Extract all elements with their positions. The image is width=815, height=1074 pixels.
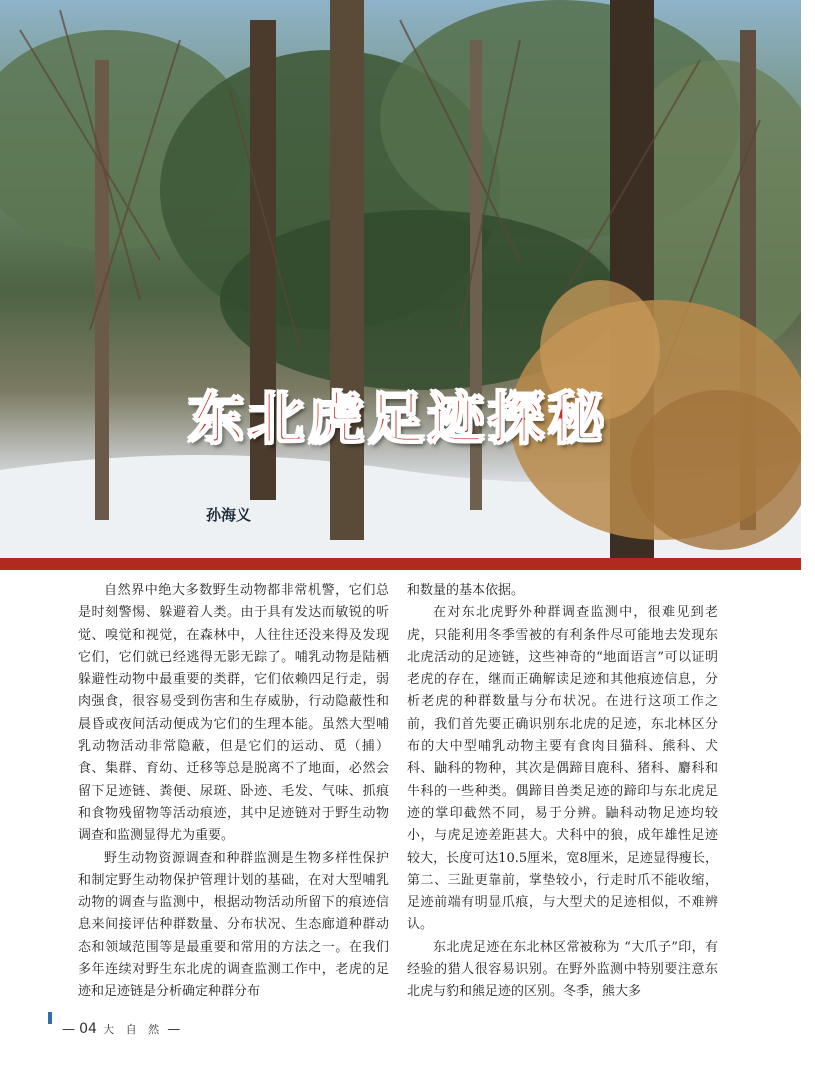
body-paragraph: 在对东北虎野外种群调查监测中，很难见到老虎，只能利用冬季雪被的有利条件尽可能地去发现东北虎活动的足迹链，这些神奇的“地面语言”可以证明老虎的存在，继而正确解读足迹和其他痕迹信息，分析老虎的种群数量与分布状况。在进行这项工作之前，我们首先要正确识别东北虎的足迹，东北林区分布的大中型哺乳动物主要有食肉目猫科、熊科、犬科、鼬科的物种，其次是偶蹄目鹿科、猪科、麝科和牛科的一些种类。偶蹄目兽类足迹的蹄印与东北虎足迹的掌印截然不同，易于分辨。鼬科动物足迹均较小，与虎足迹差距甚大。犬科中的狼，成年雄性足迹较大，长度可达10.5厘米，宽8厘米，足迹显得瘦长，第二、三趾更靠前，掌垫较小，行走时爪不能收缩，足迹前端有明显爪痕，与大型犬的足迹相似，不难辨认。 bbox=[407, 605, 718, 933]
text-column-right bbox=[407, 580, 718, 1004]
author-name: 孙海义 bbox=[206, 506, 252, 524]
body-paragraph: 东北虎足迹在东北林区常被称为 “大爪子”印，有经验的猎人很容易识别。在野外监测中特别要注意东北虎与豹和熊足迹的区别。冬季，熊大多 bbox=[407, 939, 718, 1000]
title-divider-band bbox=[0, 558, 801, 570]
body-paragraph: 野生动物资源调查和种群监测是生物多样性保护和制定野生动物保护管理计划的基础，在对大型哺乳动物的调查与监测中，根据动物活动所留下的痕迹信息来间接评估种群数量、分布状况、生态廊道种群动态和领域范围等是最重要和常用的方法之一。在我们多年连续对野生东北虎的调查监测工作中，老虎的足迹和足迹链是分析确定种群分布 bbox=[78, 850, 389, 1000]
magazine-name: 大 自 然 bbox=[103, 1023, 164, 1036]
footer-dash-right: — bbox=[167, 1022, 181, 1037]
footer-dash-left: — bbox=[62, 1022, 75, 1037]
page-footer bbox=[62, 1021, 180, 1037]
body-paragraph: 自然界中绝大多数野生动物都非常机警，它们总是时刻警惕、躲避着人类。由于具有发达而敏锐的听觉、嗅觉和视觉，在森林中，人往往还没来得及发现它们，它们就已经逃得无影无踪了。哺乳动物是陆栖躲避性动物中最重要的类群，它们依赖四足行走，弱肉强食，很容易受到伤害和生存威胁，行动隐蔽性和晨昏或夜间活动便成为它们的生理本能。虽然大型哺乳动物活动非常隐蔽，但是它们的运动、觅（捕）食、集群、育幼、迁移等总是脱离不了地面，必然会留下足迹链、粪便、尿斑、卧迹、毛发、气味、抓痕和食物残留物等活动痕迹，其中足迹链对于野生动物调查和监测显得尤为重要。 bbox=[78, 583, 389, 844]
page-number: 04 bbox=[79, 1021, 97, 1037]
body-paragraph-continuation: 和数量的基本依据。 bbox=[407, 583, 525, 598]
article-title: 东北虎足迹探秘 bbox=[188, 387, 608, 452]
page-marker bbox=[48, 1012, 52, 1024]
text-column-left bbox=[78, 580, 389, 1004]
